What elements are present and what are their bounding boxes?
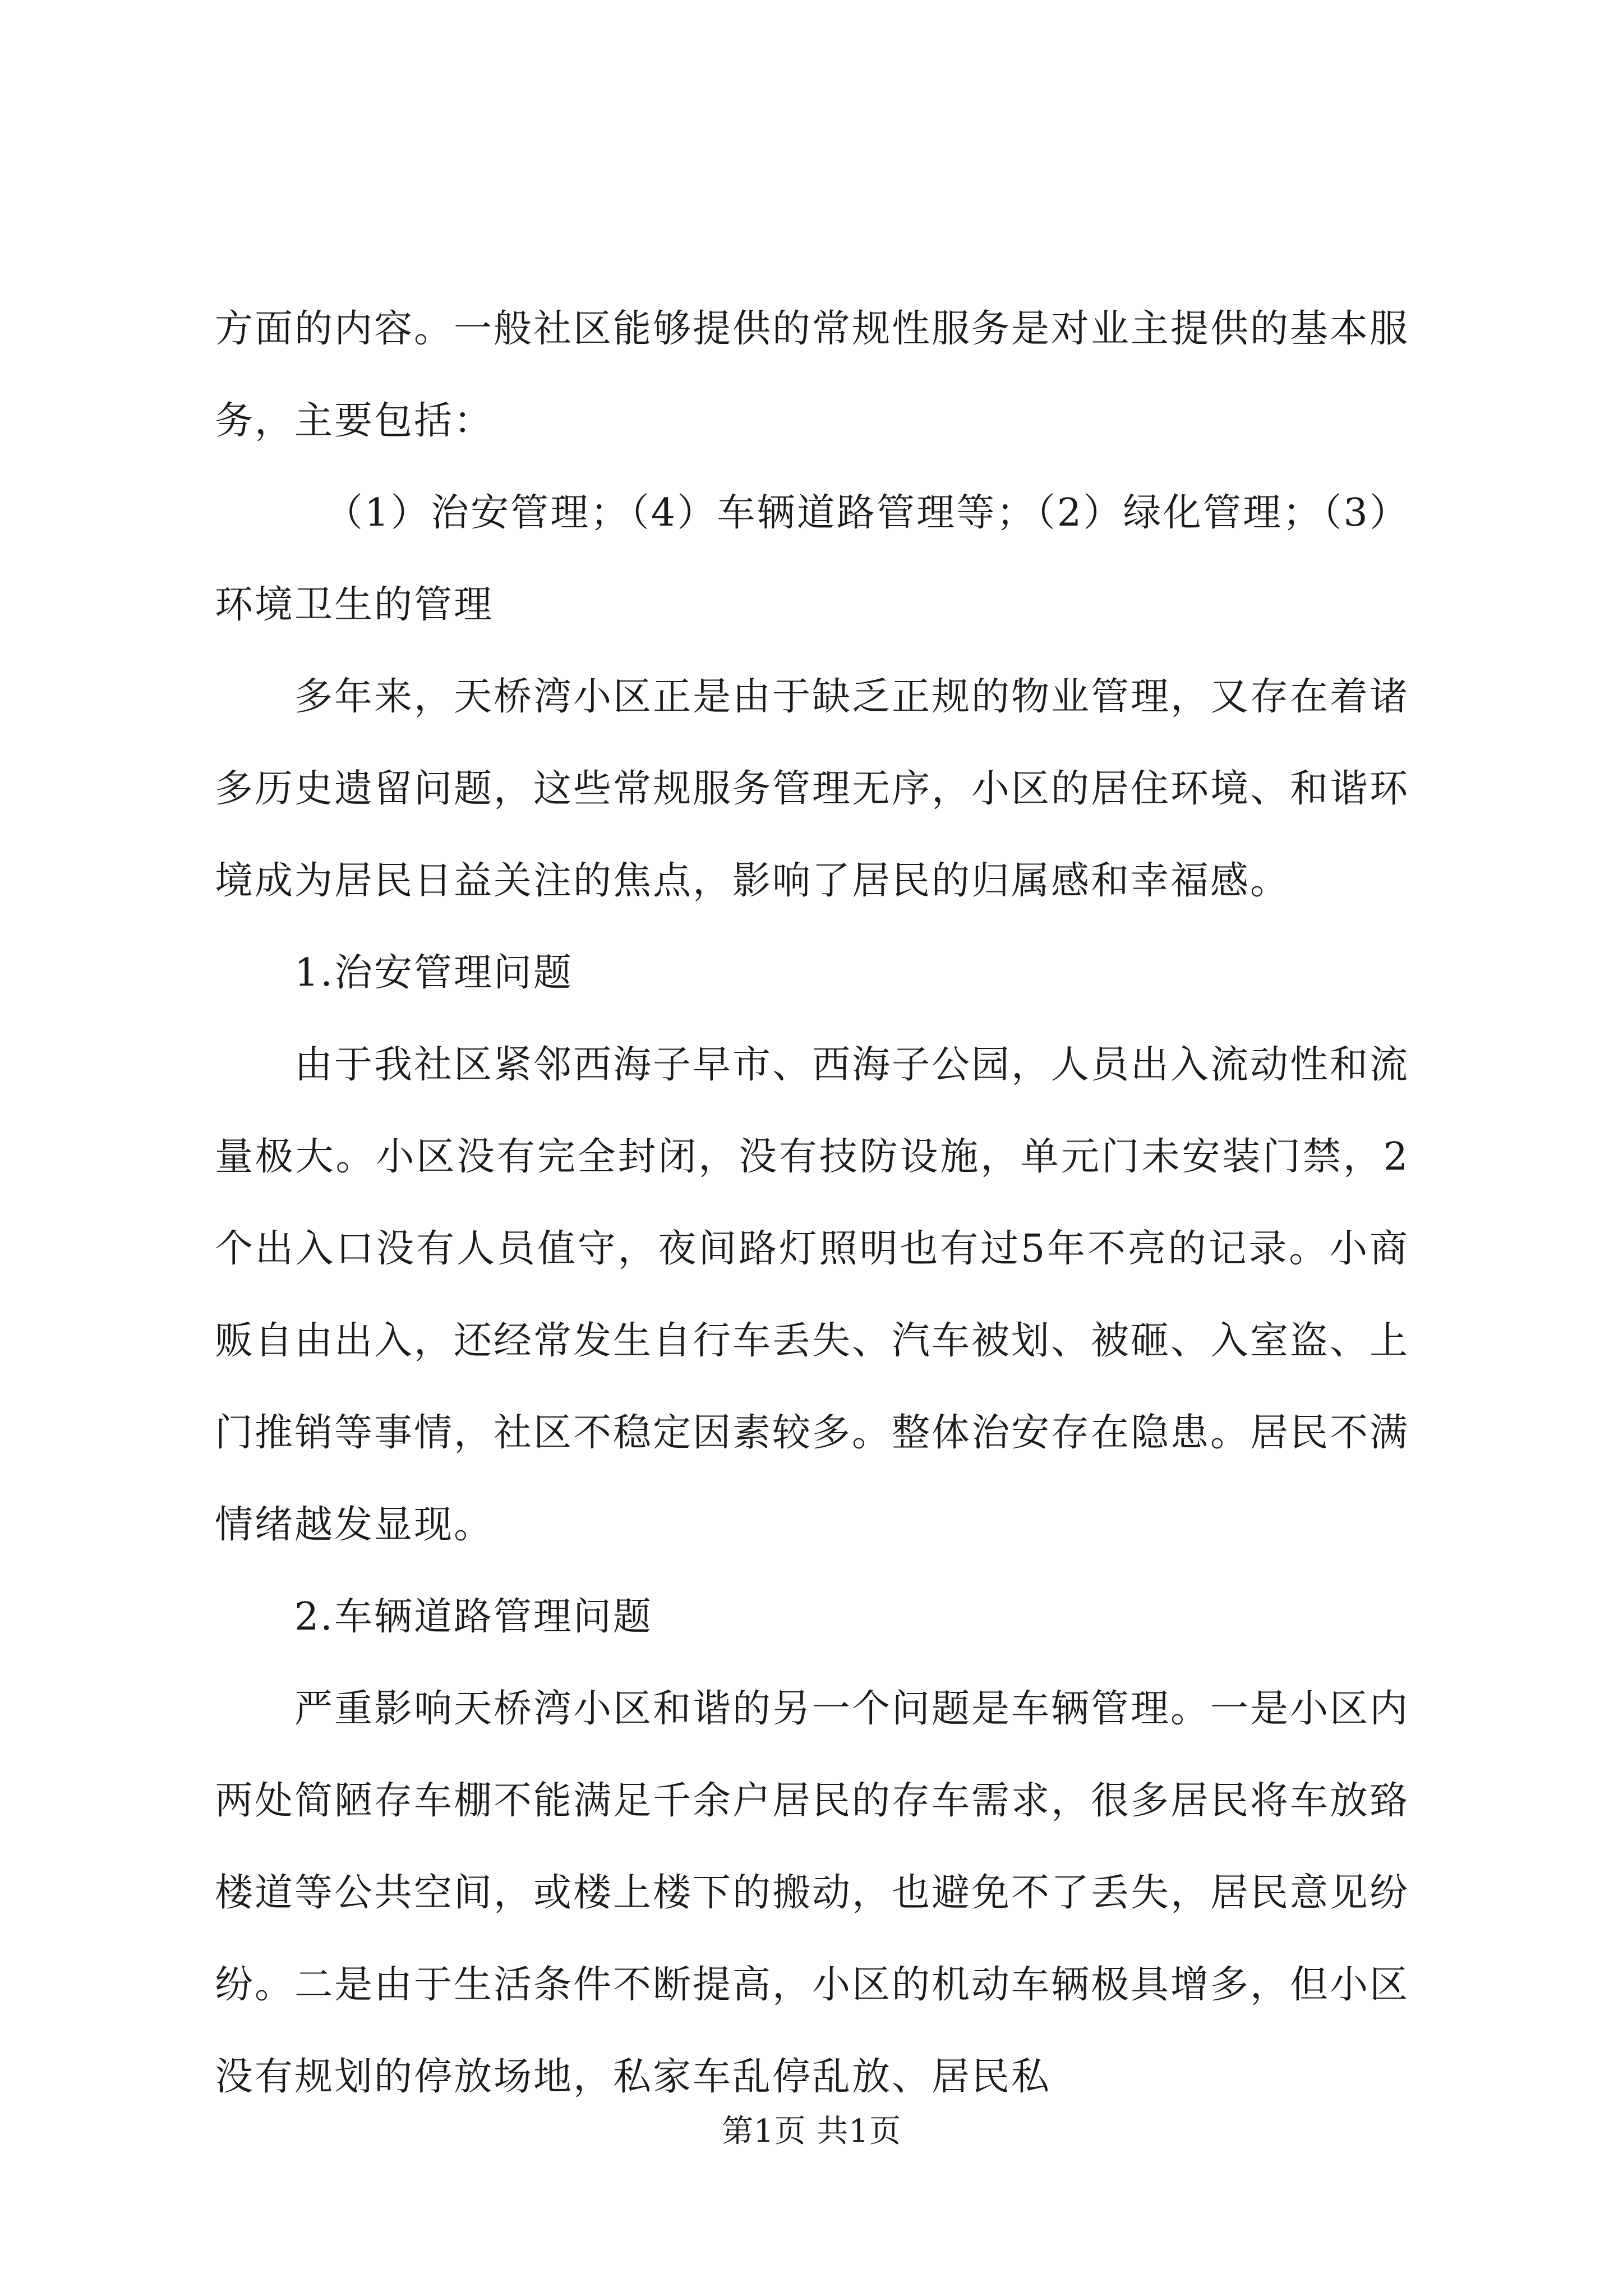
page-number-footer: 第1页 共1页 <box>721 2113 902 2150</box>
paragraph-services-intro: 方面的内容。一般社区能够提供的常规性服务是对业主提供的基本服务，主要包括： <box>215 307 1410 443</box>
paragraph-services-list: （1）治安管理；（4）车辆道路管理等；（2）绿化管理；（3）环境卫生的管理 <box>215 491 1409 627</box>
paragraph-background: 多年来，天桥湾小区正是由于缺乏正规的物业管理，又存在着诸多历史遗留问题，这些常规服务管理无序，小区的居住环境、和谐环境成为居民日益关注的焦点，影响了居民的归属感和幸福感。 <box>215 675 1410 903</box>
heading-security-issues: 1.治安管理问题 <box>294 951 573 995</box>
paragraph-security-issues: 由于我社区紧邻西海子早市、西海子公园，人员出入流动性和流量极大。小区没有完全封闭，没有技防设施，单元门未安装门禁，2个出入口没有人员值守，夜间路灯照明也有过5年不亮的记录。小商贩自由出入，还经常发生自行车丢失、汽车被划、被砸、入室盗、上门推销等事情，社区不稳定因素较多。整体治安存在隐患。居民不满情绪越发显现。 <box>215 1043 1410 1547</box>
paragraph-vehicle-road-issues: 严重影响天桥湾小区和谐的另一个问题是车辆管理。一是小区内两处简陋存车棚不能满足千余户居民的存车需求，很多居民将车放臵楼道等公共空间，或楼上楼下的搬动，也避免不了丢失，居民意见纷纷。二是由于生活条件不断提高，小区的机动车辆极具增多，但小区没有规划的停放场地，私家车乱停乱放、居民私 <box>215 1687 1410 2099</box>
heading-vehicle-road-issues: 2.车辆道路管理问题 <box>294 1595 653 1639</box>
document-body <box>215 283 1409 2123</box>
